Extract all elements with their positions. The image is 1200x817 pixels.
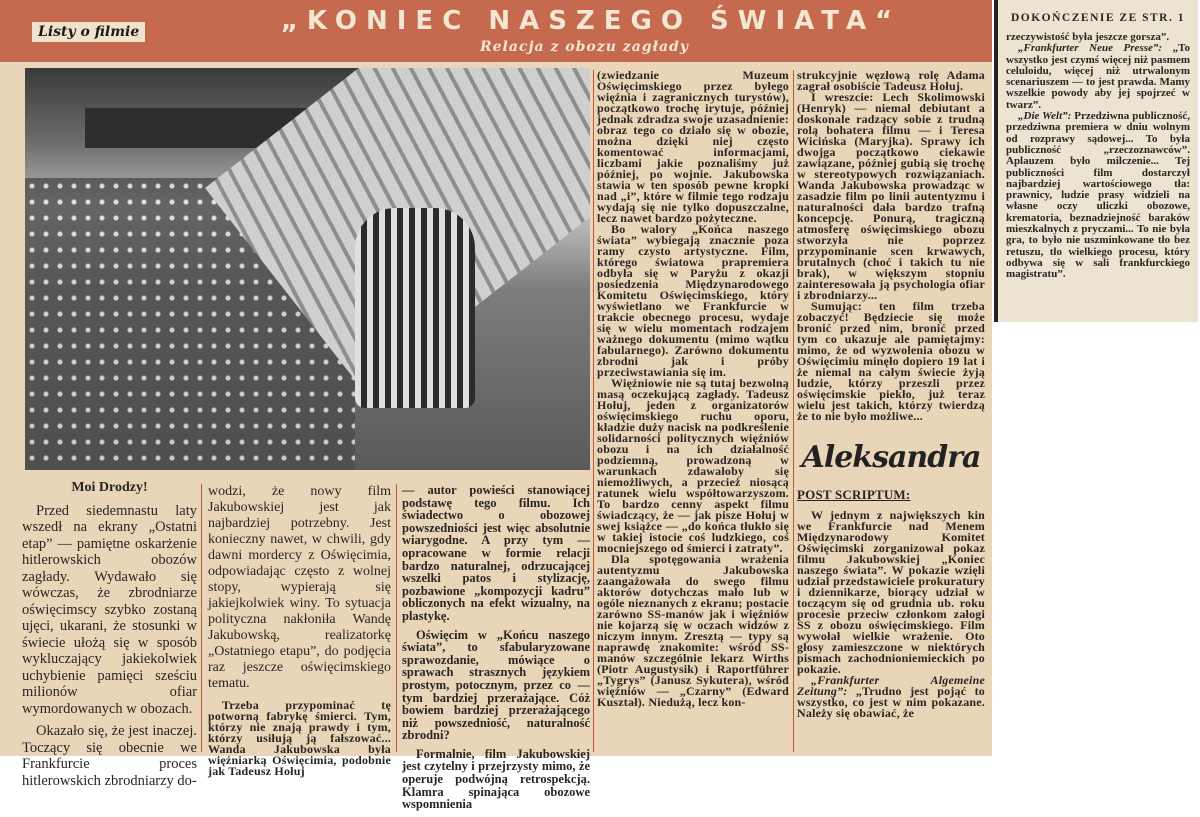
column-1 [22,480,197,789]
signature: Aleksandra [801,440,981,475]
continuation-clipping [994,0,1198,322]
paragraph: Oświęcim w „Końcu naszego świata”, to sfabularyzowane sprawozdanie, mówiące o sprawach strasznych językiem prostym, potocznym, przez co — tym bardziej przerażające. Cóż bowiem bardziej przerażającego niż powszedniość, naturalność zbrodni? [402,627,590,743]
quote-text: „To wszystko jest czymś więcej niż pasmem celuloidu, więcej niż utrwalonym scenariuszem — to jest prawda. Mamy wszelkie powody aby jej spojrzeć w twarz”. [1006,42,1190,111]
paragraph: Okazało się, że jest inaczej. Toczący się obecnie we Frankfurcie proces hitlerowskich zbrodniarzy do- [22,723,197,789]
greeting-heading: Moi Drodzy! [71,480,148,495]
photo-prisoner-figure [355,208,475,408]
paragraph: Więźniowie nie są tutaj bezwolną masą oczekującą zagłady. Tadeusz Hołuj, jeden z organizatorów oświęcimskiego ruchu oporu, kładzie duży nacisk na podkreślenie solidarności politycznych więźniów obozu i na ich działalność podziemną, prowadzoną w warunkach zdawałoby się niemożliwych, a przecież niosącą ratunek wielu współtowarzyszom. To bardzo cenny aspekt filmu świadczący, że — jak pisze Hołuj w swej książce — „do końca tłukło się w takiej istocie coś ludzkiego, coś mocniejszego od śmierci i zatraty”. [597,376,789,555]
article-title: „KONIEC NASZEGO ŚWIATA“ [280,6,902,36]
column-rule [396,484,397,752]
header-band [0,0,992,62]
paragraph: I wreszcie: Lech Skolimowski (Henryk) — niemal debiutant a doskonale radzący sobie z trudną rolą bohatera filmu — i Teresa Wicińska (Maryjka). Sprawy ich dwojga początkowo ciekawie zawiązane, później gubią się trochę w stereotypowych rozwiązaniach. Wanda Jakubowska prowadząc w zasadzie film po linii autentyzmu i naturalności dała bardzo trafną koncepcję. Ponurą, tragiczną atmosferę oświęcimskiego obozu stworzyła nie poprzez przypominanie scen krwawych, brutalnych (choć i takich tu nie brak), w większym stopniu zainteresowała ją psychologia ofiar i zbrodniarzy... [797,90,985,302]
column-5 [797,70,985,719]
quote-source: „Frankfurter Algemeine Zeitung”: [797,673,985,698]
column-rule [593,70,594,752]
quote-text: Przedziwna publiczność, przedziwna premiera w dniu wolnym od rozprawy sądowej... To była publiczność „rzeczoznawców”. Aplauzem było milczenie... Tej publiczności film dostarczył najbardziej wartościowego tła: prawnicy, ludzie prasy widzieli na własne oczy uliczki obozowe, krematoria, beznadziejność baraków mieszkalnych z pryczami... To nie była gra, to było nie uszminkowane tło bez retuszu, tło wielkiego procesu, który odbywa się w sali frankfurckiego magistratu”. [1006,110,1190,281]
quote-source: „Frankfurter Neue Presse”: [1018,42,1163,55]
paragraph: Formalnie, film Jakubowskiej jest czytelny i przejrzysty mimo, że operuje podwójną retrospekcją. Klamra spinająca obozowe wspomnienia [402,746,590,812]
paragraph: Trzeba przypominać tę potworną fabrykę śmierci. Tym, którzy nie znają prawdy i tym, którzy usiłują ją fałszować... Wanda Jakubowska była więźniarką Oświęcimia, podobnie jak Tadeusz Hołuj [208,698,391,778]
continuation-heading: DOKOŃCZENIE ZE STR. 1 [1010,12,1185,24]
column-rule [201,484,202,752]
paragraph: wodzi, że nowy film Jakubowskiej jest jak najbardziej potrzebny. Jest konieczny nawet, w chwili, gdy dawni mordercy z Oświęcimia, odpowiadając często z wolnej stopy, wypierają się jakiejkolwiek winy. To sytuacja polityczna nakłoniła Wandę Jakubowską, realizatorkę „Ostatniego etapu”, do podjęcia raz jeszcze oświęcimskiego tematu. [208,484,391,691]
paragraph: (zwiedzanie Muzeum Oświęcimskiego przez byłego więźnia i zagranicznych turystów), początkowo trochę irytuje, później jednak zdradza swoje uzasadnienie: obraz tego co działo się w obozie, można dzięki niej często komentować informacjami, liczbami jakie poznaliśmy już później, po wojnie. Jakubowska stawia w ten sposób pewne kropki nad „i”, które w filmie tego rodzaju wydają się nie tylko dopuszczalne, lecz nawet bardzo pożyteczne. [597,68,789,225]
paragraph: Dla spotęgowania wrażenia autentyzmu Jakubowska zaangażowała do swego filmu aktorów dotychczas mało lub w ogóle nieznanych z ekranu; postacie zarówno SS-manów jak i więźniów nie kojarzą się w oczach widzów z niczym innym. Zresztą — typy są naprawdę znakomite: wśród SS-manów szczególnie lekarz Wirths (Piotr Augustysik) i Raportführer „Tygrys” (Janusz Sykutera), wśród więźniów — „Czarny” (Edward Kuształ). Niedużą, lecz kon- [597,552,789,709]
paragraph: W jednym z największych kin we Frankfurcie nad Menem Międzynarodowy Komitet Oświęcimski zorganizował pokaz filmu Jakubowskiej „Koniec naszego świata”. W pokazie wzięli udział przedstawiciele prokuratury i dziennikarze, biorący udział w toczącym się od grudnia ub. roku procesie przeciw członkom załogi SS z obozu oświęcimskiego. Film wywołał wielkie wrażenie. Oto głosy zamieszczone w niektórych pismach zachodnioniemieckich po pokazie. [797,508,985,676]
column-3 [402,484,590,817]
film-still-photo [25,68,590,470]
paragraph: rzeczywistość była jeszcze gorsza”. [1006,31,1170,43]
column-2 [208,484,391,777]
paragraph: Bo walory „Końca naszego świata” wybiegają znacznie poza ramy czysto artystyczne. Film, którego światowa prapremiera odbyła się w Paryżu z okazji posiedzenia Międzynarodowego Komitetu Oświęcimskiego, który wyświetlano we Frankfurcie w trakcie obecnego procesu, wydaje się w wielu momentach rodzajem ważnego dokumentu (mimo wątku fabularnego). Zarówno dokumentu zbrodni jak i próby przeciwstawiania się im. [597,222,789,379]
post-scriptum-heading: POST SCRIPTUM: [797,487,911,502]
paragraph: Sumując: ten film trzeba zobaczyć! Będziecie się może bronić przed nim, bronić przed tym co ukazuje ale pamiętajmy: mimo, że od wyzwolenia obozu w Oświęcimiu minęło dopiero 19 lat i że niemal na całym świecie żyją ludzie, którzy przeszli przez oświęcimskie piekło, już teraz wielu jest takich, którzy twierdzą że to nie było możliwe... [797,299,985,423]
quote-text: „Trudno jest pojąć to wszystko, co jest w nim pokazane. Należy się obawiać, że [797,684,985,720]
article-subtitle: Relacja z obozu zagłady [480,39,689,55]
paragraph [797,675,985,719]
paragraph: strukcyjnie węzłową rolę Adama zagrał osobiście Tadeusz Hołuj. [797,68,985,93]
paragraph [1006,111,1190,280]
section-label: Listy o filmie [32,22,145,42]
quote-source: „Die Welt”: [1018,110,1072,123]
column-4 [597,70,789,708]
column-rule [793,70,794,752]
paragraph: Przed siedemnastu laty wszedł na ekrany „Ostatni etap” — pamiętne oskarżenie hitlerowskich obozów zagłady. Wydawało się wówczas, że zbrodniarze oświęcimscy szybko zostaną ujęci, ukarani, że stosunki w świecie ułożą się w sposób wykluczający jakiekolwiek uchybienie pamięci sześciu milionów ofiar wymordowanych w obozach. [22,502,197,717]
paragraph: — autor powieści stanowiącej podstawę tego filmu. Ich świadectwo o obozowej powszedniości jest więc absolutnie wiarygodne. A przy tym — opracowane w formie relacji bardzo naturalnej, odrzucającej wszelki patos i stylizację, pozbawione „kompozycji kadru” obliczonych na efekt wizualny, na plastykę. [402,483,590,623]
paragraph [1006,43,1190,111]
